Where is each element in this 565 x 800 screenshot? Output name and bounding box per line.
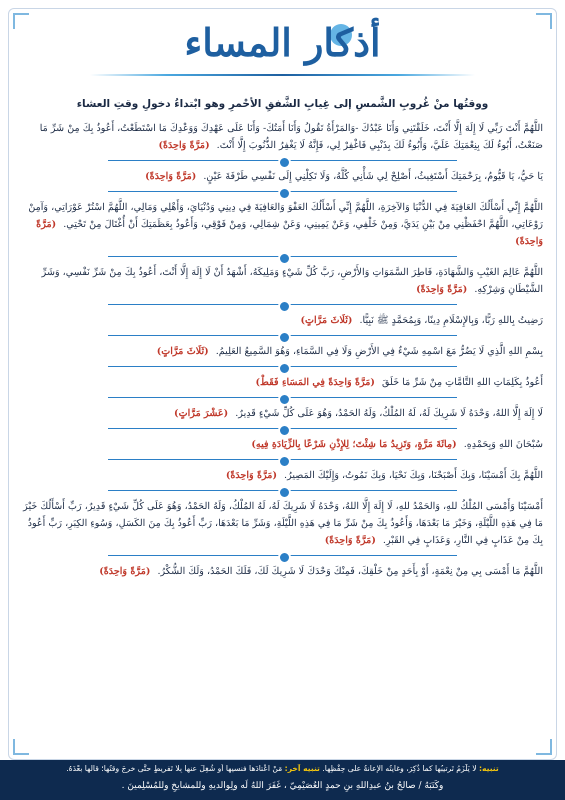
dhikr-text: أَمْسَيْنَا وَأَمْسَى المُلْكُ للهِ، وَالحَمْدُ للهِ، لَا إِلَهَ إِلَّا اللهُ، وَحْدَهُ لَا شَرِيكَ لَهُ، لَهُ المُلْكُ، وَلَهُ الحَمْدُ، وَهُوَ عَلَى كُلِّ شَيْءٍ قَدِيرٌ، رَبِّ أَسْأَلُكَ خَيْرَ مَا فِي هَذِهِ اللَّيْلَةِ، وَخَيْرَ مَا بَعْدَهَا، وَأَعُوذُ بِكَ مِنْ شَرِّ مَا فِي هَذِهِ اللَّيْلَةِ، وَشَرِّ مَا بَعْدَهَا، رَبِّ أَعُوذُ بِكَ مِنَ الكَسَلِ، وَسُوءِ الكِبَرِ، رَبِّ أَعُوذُ بِكَ مِنْ عَذَابٍ فِي النَّارِ، وَعَذَابٍ فِي القَبْرِ. (23, 501, 543, 546)
dhikr-item (18, 374, 547, 391)
repeat-count: (ثَلَاثَ مَرَّاتٍ) (300, 315, 353, 326)
dhikr-item (18, 436, 547, 453)
repeat-count: (مَرَّةً وَاحِدَةً) (145, 171, 197, 182)
note-text: لا يَلْزَمُ تَرتيبُها كما ذُكِرَ، وغايتُه الإعانةُ على حِفْظِها. (322, 764, 477, 773)
repeat-count: (مَرَّةً وَاحِدَةً) (99, 566, 151, 577)
dhikr-item (18, 498, 547, 549)
corner-ornament (13, 739, 29, 755)
repeat-count: (ثَلَاثَ مَرَّاتٍ) (156, 346, 209, 357)
note-label: تنبيه: (478, 764, 499, 773)
repeat-count: (مَرَّةً وَاحِدَةً فِي المَسَاءِ فَقَطْ) (255, 377, 375, 388)
footer-notes (8, 764, 557, 773)
dhikr-text: اللَّهُمَّ أَنْتَ رَبِّي لَا إِلَهَ إِلَّا أَنْتَ، خَلَقْتَنِي وَأَنَا عَبْدُكَ -وَالمَرْأَةُ تَقُولُ وَأَنَا أَمَتُكَ- وَأَنَا عَلَى عَهْدِكَ وَوَعْدِكَ مَا اسْتَطَعْتُ، أَعُوذُ بِكَ مِنْ شَرِّ مَا صَنَعْتُ، أَبُوءُ لَكَ بِنِعْمَتِكَ عَلَيَّ، وَأَبُوءُ لَكَ بِذَنْبِي فَاغْفِرْ لِي، فَإِنَّهُ لَا يَغْفِرُ الذُّنُوبَ إِلَّا أَنْتَ. (39, 123, 543, 151)
dhikr-item (18, 343, 547, 360)
adhkar-list (18, 120, 547, 580)
dhikr-item (18, 563, 547, 580)
dhikr-item (18, 199, 547, 250)
dhikr-text: اللَّهُمَّ مَا أَمْسَى بِي مِنْ نِعْمَةٍ، أَوْ بِأَحَدٍ مِنْ خَلْقِكَ، فَمِنْكَ وَحْدَكَ لَا شَرِيكَ لَكَ، فَلَكَ الحَمْدُ، وَلَكَ الشُّكْرُ. (157, 566, 543, 577)
divider (18, 422, 547, 436)
page-subtitle: ووقتُها منْ غُروبِ الشَّمسِ إلى غِيابِ الشَّفقِ الأحْمرِ وهو ابْتداءُ دخولِ وقتِ العشاء (76, 98, 489, 110)
repeat-count: (مَرَّةً وَاحِدَةً) (225, 470, 277, 481)
repeat-count: (مَرَّةً وَاحِدَةً) (158, 140, 210, 151)
page-title: أذكار المساء (184, 20, 381, 65)
dhikr-item (18, 405, 547, 422)
divider (18, 549, 547, 563)
repeat-count: (مِائَةَ مَرَّةٍ، وَتَزِيدُ مَا شِئْتَ؛ لِلإِذْنِ شَرْعًا بِالزِّيَادَةِ فِيهِ) (251, 439, 457, 450)
divider (18, 453, 547, 467)
note-label: تنبيه آخر: (284, 764, 320, 773)
repeat-count: (عَشْرَ مَرَّاتٍ) (174, 408, 229, 419)
dhikr-text: سُبْحَانَ اللهِ وَبِحَمْدِهِ. (463, 439, 543, 450)
dhikr-item (18, 264, 547, 298)
header (0, 14, 565, 114)
divider (18, 250, 547, 264)
dhikr-text: اللَّهُمَّ بِكَ أَمْسَيْنَا، وَبِكَ أَصْبَحْنَا، وَبِكَ نَحْيَا، وَبِكَ نَمُوتُ، وَإِلَيْكَ المَصِيرُ. (284, 470, 543, 481)
divider (18, 185, 547, 199)
corner-ornament (536, 739, 552, 755)
dhikr-item (18, 120, 547, 154)
dhikr-text: رَضِيتُ بِاللهِ رَبًّا، وَبِالإِسْلَامِ دِينًا، وَبِمُحَمَّدٍ ﷺ نَبِيًّا. (359, 315, 543, 326)
dhikr-text: اللَّهُمَّ إِنِّي أَسْأَلُكَ العَافِيَةَ فِي الدُّنْيَا وَالآخِرَةِ، اللَّهُمَّ إِنِّي أَسْأَلُكَ العَفْوَ وَالعَافِيَةَ فِي دِينِي وَدُنْيَايَ، وَأَهْلِي وَمَالِي، اللَّهُمَّ اسْتُرْ عَوْرَاتِي، وَآمِنْ رَوْعَاتِي، اللَّهُمَّ احْفَظْنِي مِنْ بَيْنِ يَدَيَّ، وَمِنْ خَلْفِي، وَعَنْ يَمِينِي، وَعَنْ شِمَالِي، وَمِنْ فَوْقِي، وَأَعُوذُ بِعَظَمَتِكَ أَنْ أُغْتَالَ مِنْ تَحْتِي. (28, 202, 543, 230)
author-credit: وكَتَبَهُ / صالحُ بنُ عبدِاللهِ بنِ حمدٍ العُصَيْمِيّ ، غَفَرَ اللهُ لَه ولِوالديهِ وللمشايخِ وللمُسْلِمينَ . (121, 781, 444, 791)
dhikr-item (18, 312, 547, 329)
repeat-count: (مَرَّةً وَاحِدَةً) (324, 535, 376, 546)
repeat-count: (مَرَّةً وَاحِدَةً) (36, 219, 543, 247)
dhikr-text: لَا إِلَهَ إِلَّا اللهُ، وَحْدَهُ لَا شَرِيكَ لَهُ، لَهُ المُلْكُ، وَلَهُ الحَمْدُ، وَهُوَ عَلَى كُلِّ شَيْءٍ قَدِيرٌ. (235, 408, 543, 419)
dhikr-text: أَعُوذُ بِكَلِمَاتِ اللهِ التَّامَّاتِ مِنْ شَرِّ مَا خَلَقَ (382, 377, 543, 388)
title-divider (90, 74, 475, 76)
note-text: مَنْ اعْتادَها فنسيها أو شُغِلَ عنها بِلا تَفريطٍ حتَّى خرجَ وقتُها؛ قالها بعْدَهُ. (66, 764, 283, 773)
repeat-count: (مَرَّةً وَاحِدَةً) (416, 284, 468, 295)
dhikr-item (18, 168, 547, 185)
divider (18, 298, 547, 312)
dhikr-text: يَا حَيُّ، يَا قَيُّومُ، بِرَحْمَتِكَ أَسْتَغِيثُ، أَصْلِحْ لِي شَأْنِي كُلَّهُ، وَلَا تَكِلْنِي إِلَى نَفْسِي طَرْفَةَ عَيْنٍ. (203, 171, 543, 182)
divider (18, 360, 547, 374)
divider (18, 154, 547, 168)
dhikr-item (18, 467, 547, 484)
footer (0, 760, 565, 800)
dhikr-text: اللَّهُمَّ عَالِمَ الغَيْبِ وَالشَّهَادَةِ، فَاطِرَ السَّمَوَاتِ وَالأَرْضِ، رَبَّ كُلِّ شَيْءٍ وَمَلِيكَهُ، أَشْهَدُ أَنْ لَا إِلَهَ إِلَّا أَنْتَ، أَعُوذُ بِكَ مِنْ شَرِّ نَفْسِي، وَشَرِّ الشَّيْطَانِ وَشِرْكِهِ. (41, 267, 543, 295)
dhikr-text: بِسْمِ اللهِ الَّذِي لَا يَضُرُّ مَعَ اسْمِهِ شَيْءٌ فِي الأَرْضِ وَلَا فِي السَّمَاءِ، وَهُوَ السَّمِيعُ العَلِيمُ. (215, 346, 543, 357)
divider (18, 484, 547, 498)
divider (18, 391, 547, 405)
divider (18, 329, 547, 343)
